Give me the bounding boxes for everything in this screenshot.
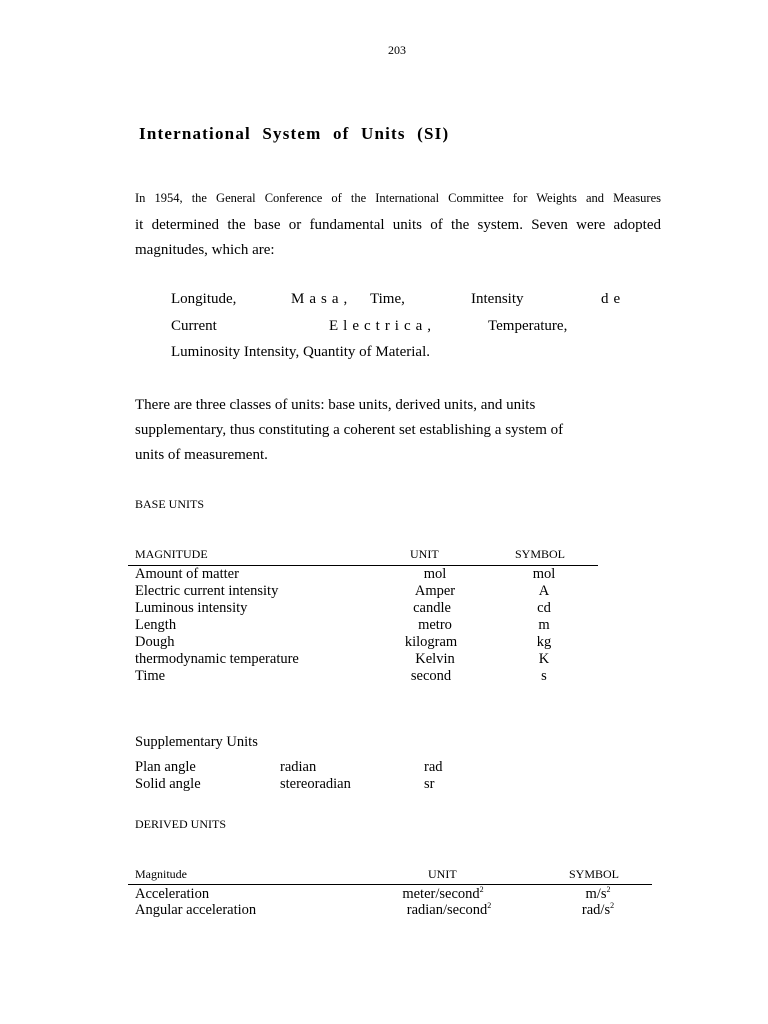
- base-header-magnitude: MAGNITUDE: [135, 547, 208, 561]
- derived-row-1-magnitude: Angular acceleration: [135, 902, 257, 918]
- derived-row-0-unit-base: meter/second: [402, 886, 480, 902]
- derived-header-symbol: SYMBOL: [569, 867, 620, 881]
- derived-table-header-rule: [128, 884, 652, 885]
- base-row-6-symbol: s: [541, 668, 547, 684]
- base-row-4-unit: kilogram: [404, 634, 458, 650]
- supp-row-1-unit: stereoradian: [280, 776, 351, 792]
- supp-row-0-unit: radian: [280, 759, 317, 775]
- derived-row-0-unit-exponent: 2: [479, 885, 484, 895]
- base-row-4-symbol: kg: [536, 634, 552, 650]
- base-row-5-unit: Kelvin: [415, 651, 455, 667]
- derived-row-0-symbol: [558, 886, 638, 903]
- magnitude-electrica: Electrica,: [329, 318, 437, 334]
- derived-units-heading: DERIVED UNITS: [135, 817, 226, 831]
- base-row-1-unit: Amper: [414, 583, 456, 599]
- base-row-3-magnitude: Length: [135, 617, 177, 633]
- supp-row-1-symbol: sr: [424, 776, 435, 792]
- base-row-4-magnitude: Dough: [135, 634, 175, 650]
- base-header-unit: UNIT: [410, 547, 439, 561]
- base-row-2-symbol: cd: [537, 600, 551, 616]
- derived-row-1-symbol-base: rad/s: [581, 902, 611, 918]
- base-row-2-magnitude: Luminous intensity: [135, 600, 248, 616]
- magnitude-temperature: Temperature,: [488, 318, 568, 334]
- derived-row-1-unit-exponent: 2: [487, 901, 492, 911]
- derived-row-0-symbol-exponent: 2: [606, 885, 611, 895]
- magnitude-current: Current: [171, 318, 217, 334]
- intro-line-3: magnitudes, which are:: [135, 242, 275, 258]
- supp-row-1-magnitude: Solid angle: [135, 776, 201, 792]
- derived-header-magnitude: Magnitude: [135, 867, 187, 881]
- base-row-0-magnitude: Amount of matter: [135, 566, 239, 582]
- base-row-1-symbol: A: [538, 583, 550, 599]
- supp-row-0-magnitude: Plan angle: [135, 759, 196, 775]
- derived-row-1-symbol-exponent: 2: [610, 901, 615, 911]
- classes-line-1: There are three classes of units: base units, derived units, and units: [135, 397, 536, 413]
- base-row-1-magnitude: Electric current intensity: [135, 583, 279, 599]
- base-row-5-symbol: K: [538, 651, 550, 667]
- intro-line-1: In 1954, the General Conference of the International Committee for Weights and Measures: [135, 191, 661, 205]
- intro-line-2: it determined the base or fundamental units of the system. Seven were adopted: [135, 217, 661, 233]
- magnitude-intensity: Intensity: [471, 291, 524, 307]
- magnitude-longitude: Longitude,: [171, 291, 237, 307]
- base-row-2-unit: candle: [413, 600, 451, 616]
- base-units-heading: BASE UNITS: [135, 497, 205, 511]
- base-row-0-symbol: mol: [532, 566, 556, 582]
- base-row-0-unit: mol: [423, 566, 447, 582]
- magnitude-de: de: [601, 291, 626, 307]
- derived-header-unit: UNIT: [428, 867, 457, 881]
- derived-row-1-symbol: [558, 902, 638, 919]
- magnitude-time: Time,: [370, 291, 405, 307]
- classes-line-2: supplementary, thus constituting a coherent set establishing a system of: [135, 422, 564, 438]
- derived-row-1-unit-base: radian/second: [406, 902, 488, 918]
- supplementary-units-heading: Supplementary Units: [135, 734, 258, 750]
- base-row-3-symbol: m: [538, 617, 550, 633]
- supp-row-0-symbol: rad: [424, 759, 443, 775]
- base-row-6-unit: second: [410, 668, 452, 684]
- base-row-6-magnitude: Time: [135, 668, 166, 684]
- page-title: International System of Units (SI): [139, 124, 450, 143]
- magnitude-list-line-3: Luminosity Intensity, Quantity of Material.: [171, 344, 430, 360]
- magnitude-masa: Masa,: [291, 291, 353, 307]
- classes-line-3: units of measurement.: [135, 447, 268, 463]
- derived-row-0-magnitude: Acceleration: [135, 886, 210, 902]
- base-header-symbol: SYMBOL: [515, 547, 566, 561]
- base-row-5-magnitude: thermodynamic temperature: [135, 651, 299, 667]
- page-number: 203: [388, 43, 406, 57]
- derived-row-0-symbol-base: m/s: [585, 886, 607, 902]
- base-row-3-unit: metro: [418, 617, 452, 633]
- derived-row-1-unit: [386, 902, 512, 919]
